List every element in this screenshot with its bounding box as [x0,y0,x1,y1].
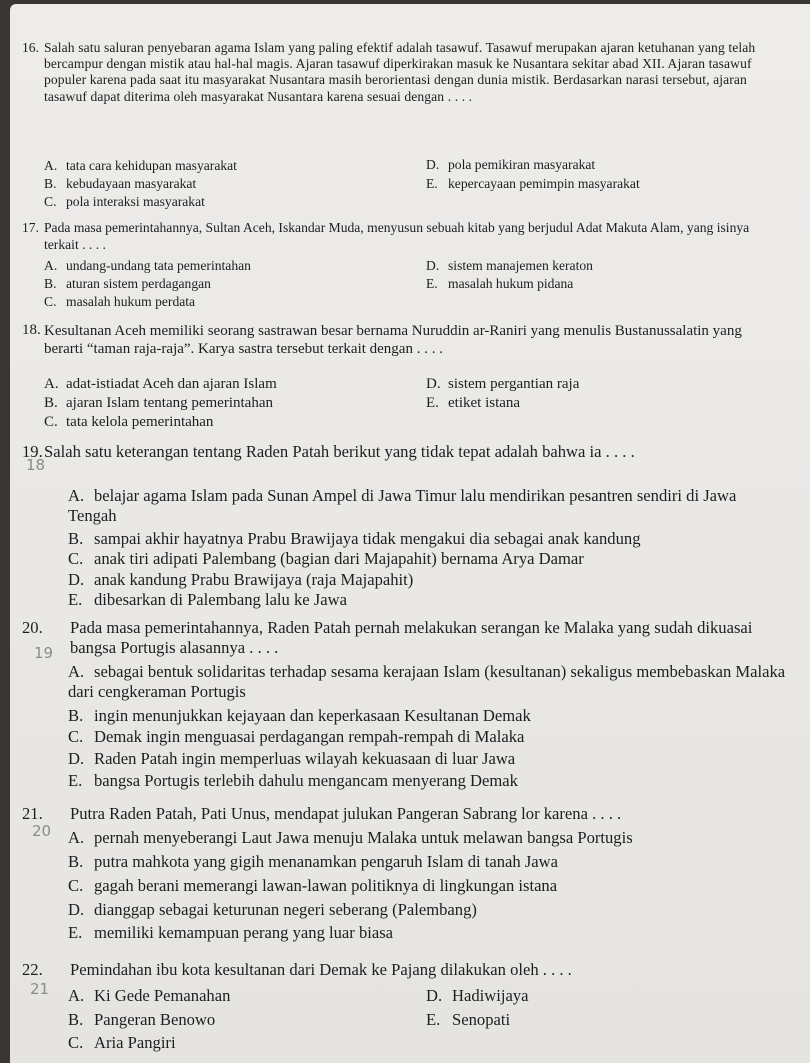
option-21-b: B. putra mahkota yang gigih menanamkan pengaruh Islam di tanah Jawa [68,852,559,871]
question-stem: Kesultanan Aceh memiliki seorang sastrawan besar bernama Nuruddin ar-Raniri yang menulis Bustanussalatin yang berarti “taman raja-raja”. Karya sastra tersebut terkait dengan . . . . [44,323,742,357]
option-20-d: D. Raden Patah ingin memperluas wilayah kekuasaan di luar Jawa [68,749,516,768]
question-number: 17. [22,220,39,235]
option-17-d: D. sistem manajemen keraton [426,258,593,273]
question-stem: Pemindahan ibu kota kesultanan dari Demak ke Pajang dilakukan oleh . . . . [70,960,572,979]
option-21-e: E. memiliki kemampuan perang yang luar biasa [68,923,394,942]
option-19-d: D. anak kandung Prabu Brawijaya (raja Majapahit) [68,570,414,589]
option-19-b: B. sampai akhir hayatnya Prabu Brawijaya tidak mengakui dia sebagai anak kandung [68,529,641,548]
margin-mark: 18 [26,456,46,474]
question-number: 18. [22,322,41,338]
margin-mark: 19 [34,644,54,662]
option-22-d: D. Hadiwijaya [426,986,529,1005]
question-stem: Salah satu keterangan tentang Raden Patah berikut yang tidak tepat adalah bahwa ia . . . . [44,442,635,461]
margin-mark: 21 [30,980,50,998]
question-stem: Pada masa pemerintahannya, Raden Patah pernah melakukan serangan ke Malaka yang sudah dikuasai bangsa Portugis alasannya . . . . [70,618,753,657]
option-17-a: A. undang-undang tata pemerintahan [44,258,251,273]
question-stem: Putra Raden Patah, Pati Unus, mendapat julukan Pangeran Sabrang lor karena . . . . [70,804,622,823]
option-18-e: E. etiket istana [426,395,521,411]
option-22-e: E. Senopati [426,1010,511,1029]
option-20-c: C. Demak ingin menguasai perdagangan rempah-rempah di Malaka [68,727,525,746]
option-21-c: C. gagah berani memerangi lawan-lawan politiknya di lingkungan istana [68,876,558,895]
option-16-b: B. kebudayaan masyarakat [44,176,197,191]
option-17-b: B. aturan sistem perdagangan [44,276,211,291]
question-number: 22. [22,960,43,979]
question-stem: Pada masa pemerintahannya, Sultan Aceh, Iskandar Muda, menyusun sebuah kitab yang berjudul Adat Makuta Alam, yang isinya terkait . . . . [44,220,750,252]
option-17-c: C. masalah hukum perdata [44,294,196,309]
question-stem: Salah satu saluran penyebaran agama Islam yang paling efektif adalah tasawuf. Tasawuf merupakan ajaran ketuhanan yang telah bercampur dengan mistik atau hal-hal magis. Ajaran tasawuf diperkirakan masuk ke Nusantara sekitar abad XII. Ajaran tasawuf populer karena pada saat itu masyarakat Nusantara masih berorientasi dengan dunia mistik. Berdasarkan narasi tersebut, ajaran tasawuf dapat diterima oleh masyarakat Nusantara karena sesuai dengan . . . . [44,40,756,104]
option-16-d: D. pola pemikiran masyarakat [426,157,596,172]
question-number: 21. [22,804,43,823]
option-16-c: C. pola interaksi masyarakat [44,194,205,209]
option-18-b: B. ajaran Islam tentang pemerintahan [44,395,273,411]
option-18-c: C. tata kelola pemerintahan [44,414,214,430]
question-number: 16. [22,40,39,55]
option-21-a: A. pernah menyeberangi Laut Jawa menuju Malaka untuk melawan bangsa Portugis [68,828,633,847]
option-20-a: A. sebagai bentuk solidaritas terhadap sesama kerajaan Islam (kesultanan) sekaligus membebaskan Malaka dari cengkeraman Portugis [68,662,786,701]
option-16-a: A. tata cara kehidupan masyarakat [44,158,237,173]
option-16-e: E. kepercayaan pemimpin masyarakat [426,176,640,191]
question-number: 20. [22,618,43,637]
option-22-b: B. Pangeran Benowo [68,1010,216,1029]
option-19-e: E. dibesarkan di Palembang lalu ke Jawa [68,590,347,609]
option-20-e: E. bangsa Portugis terlebih dahulu mengancam menyerang Demak [68,771,518,790]
option-21-d: D. dianggap sebagai keturunan negeri seberang (Palembang) [68,900,477,919]
option-17-e: E. masalah hukum pidana [426,276,574,291]
option-19-c: C. anak tiri adipati Palembang (bagian dari Majapahit) bernama Arya Damar [68,549,584,568]
option-19-a: A. belajar agama Islam pada Sunan Ampel di Jawa Timur lalu mendirikan pesantren sendiri di Jawa Tengah [68,486,737,525]
option-18-a: A. adat-istiadat Aceh dan ajaran Islam [44,376,277,392]
option-22-c: C. Aria Pangiri [68,1033,176,1052]
question-number: 19. [22,442,43,461]
option-20-b: B. ingin menunjukkan kejayaan dan keperkasaan Kesultanan Demak [68,706,531,725]
option-18-d: D. sistem pergantian raja [426,376,580,392]
margin-mark: 20 [32,822,52,840]
option-22-a: A. Ki Gede Pemanahan [68,986,231,1005]
worksheet-page [10,4,810,1063]
